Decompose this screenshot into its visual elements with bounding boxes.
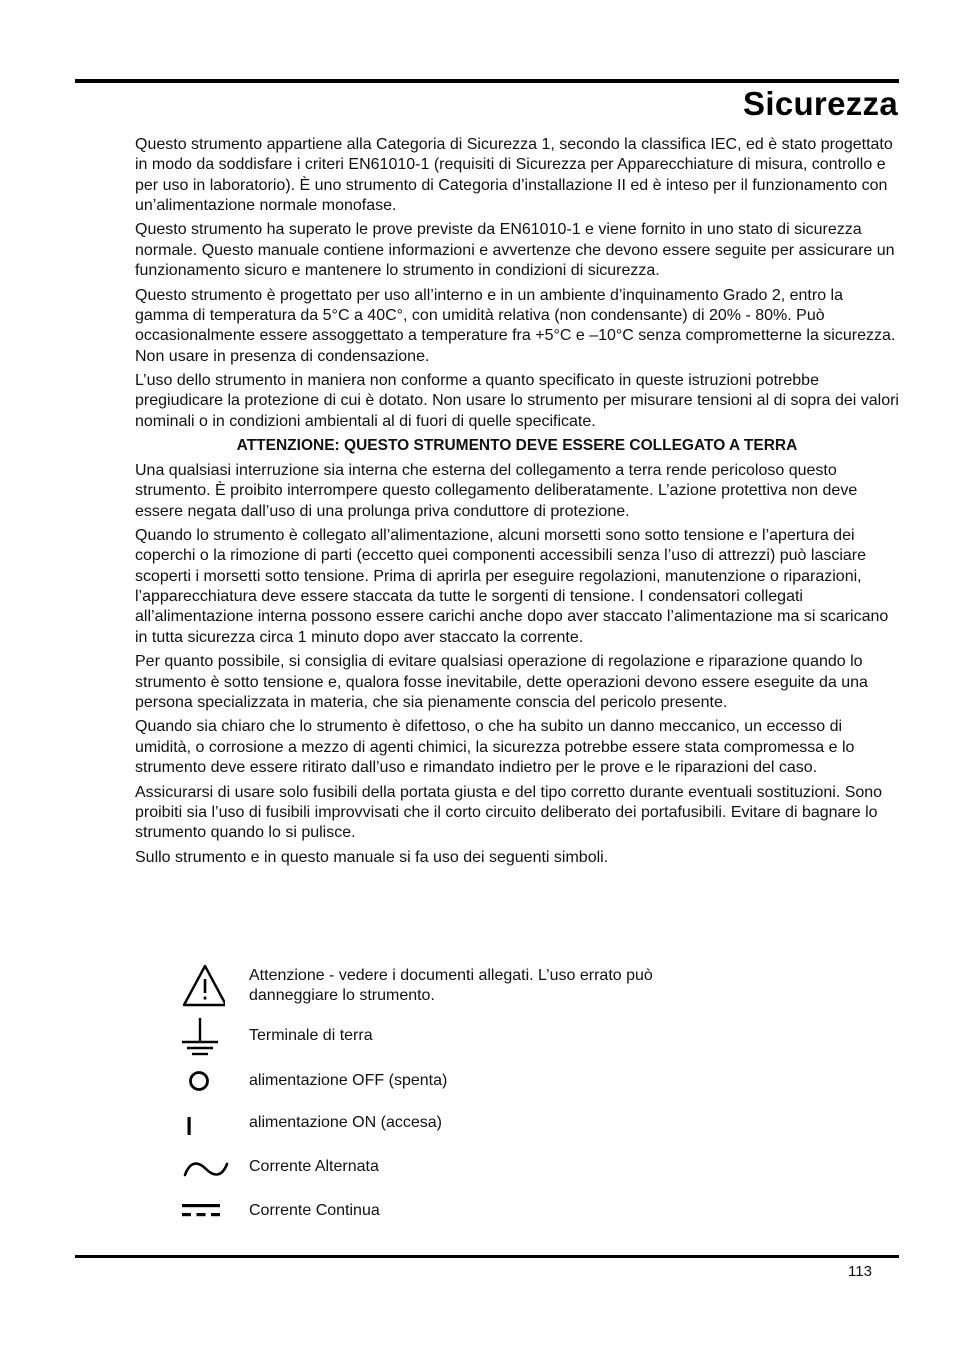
paragraph: Assicurarsi di usare solo fusibili della portata giusta e del tipo corretto durante eventuali sostituzioni. Sono proibiti sia l’uso di fusibili improvvisati che il corto circuito deliberato dei portafusibili. Evitare di bagnare lo strumento quando lo si pulisce.: [135, 783, 883, 842]
symbol-description: Corrente Continua: [249, 1202, 380, 1219]
ground-warning: ATTENZIONE: QUESTO STRUMENTO DEVE ESSERE COLLEGATO A TERRA: [236, 437, 798, 455]
footer-rule: [75, 1255, 899, 1258]
paragraph: Questo strumento ha superato le prove previste da EN61010-1 e viene fornito in uno stato di sicurezza normale. Questo manuale contiene informazioni e avvertenze che devono essere seguite per assicurare un funzionamento sicuro e mantenere lo strumento in condizioni di sicurezza.: [135, 221, 895, 280]
header-rule: [75, 79, 899, 83]
symbol-description: Terminale di terra: [249, 1027, 373, 1044]
paragraph: Questo strumento è progettato per uso all’interno e in un ambiente d’inquinamento Grado 2, entro la gamma di temperatura da 5°C a 40C°, con umidità relativa (non condensante) di 20% - 80%. Può occasionalmente essere assoggettato a temperature fra +5°C e –10°C senza comprometterne la sicurezza. Non usare in presenza di condensazione.: [135, 286, 896, 365]
body-text: [135, 135, 899, 872]
symbol-description: alimentazione OFF (spenta): [249, 1072, 448, 1089]
symbol-description: Attenzione - vedere i documenti allegati. L’uso errato può danneggiare lo strumento.: [249, 967, 653, 1005]
paragraph: Quando lo strumento è collegato all’alimentazione, alcuni morsetti sono sotto tensione e l’apertura dei coperchi o la rimozione di parti (eccetto quei componenti accessibili senza l’uso di attrezzi) può lasciare scoperti i morsetti sotto tensione. Prima di aprirla per eseguire regolazioni, manutenzione o riparazioni, l’apparecchiatura deve essere staccata da tutte le sorgenti di tensione. I condensatori collegati all’alimentazione interna possono essere carichi anche dopo aver staccato l’alimentazione ma si scaricano in tutta sicurezza circa 1 minuto dopo aver staccato la corrente.: [135, 527, 889, 646]
symbol-description: Corrente Alternata: [249, 1158, 379, 1175]
paragraph: Quando sia chiaro che lo strumento è difettoso, o che ha subito un danno meccanico, un eccesso di umidità, o corrosione a mezzo di agenti chimici, la sicurezza potrebbe essere stata compromessa e lo strumento deve essere ritirato dall’uso e rimandato indietro per le prove e le riparazioni del caso.: [135, 718, 855, 776]
page-title: Sicurezza: [743, 85, 898, 122]
paragraph: Una qualsiasi interruzione sia interna che esterna del collegamento a terra rende pericoloso questo strumento. È proibito interrompere questo collegamento deliberatamente. L’azione protettiva non deve essere negata dall’uso di una prolunga priva conduttore di protezione.: [135, 461, 858, 520]
page-number: 113: [848, 1263, 872, 1280]
warning-triangle-icon: [175, 962, 235, 1012]
earth-ground-icon: [175, 1016, 235, 1066]
symbol-description: alimentazione ON (accesa): [249, 1114, 442, 1131]
paragraph: Per quanto possibile, si consiglia di evitare qualsiasi operazione di regolazione e riparazione quando lo strumento è sotto tensione e, qualora fosse inevitabile, dette operazioni devono essere eseguite da una persona specializzata in materia, che sia pienamente conscia del pericolo presente.: [135, 653, 868, 711]
paragraph: Questo strumento appartiene alla Categoria di Sicurezza 1, secondo la classifica IEC, ed è stato progettato in modo da soddisfare i criteri EN61010-1 (requisiti di Sicurezza per Apparecchiature di misura, controllo e per uso in laboratorio). È uno strumento di Categoria d’installazione II ed è inteso per il funzionamento con un’alimentazione normale monofase.: [135, 136, 893, 214]
direct-current-icon: [175, 1198, 235, 1248]
power-off-icon: [175, 1068, 235, 1118]
paragraph: L’uso dello strumento in maniera non conforme a quanto specificato in queste istruzioni potrebbe pregiudicare la protezione di cui è dotato. Non usare lo strumento per misurare tensioni al di sopra dei valori nominali o in condizioni ambientali al di fuori di quelle specificate.: [135, 372, 899, 430]
paragraph: Sullo strumento e in questo manuale si fa uso dei seguenti simboli.: [135, 848, 609, 866]
